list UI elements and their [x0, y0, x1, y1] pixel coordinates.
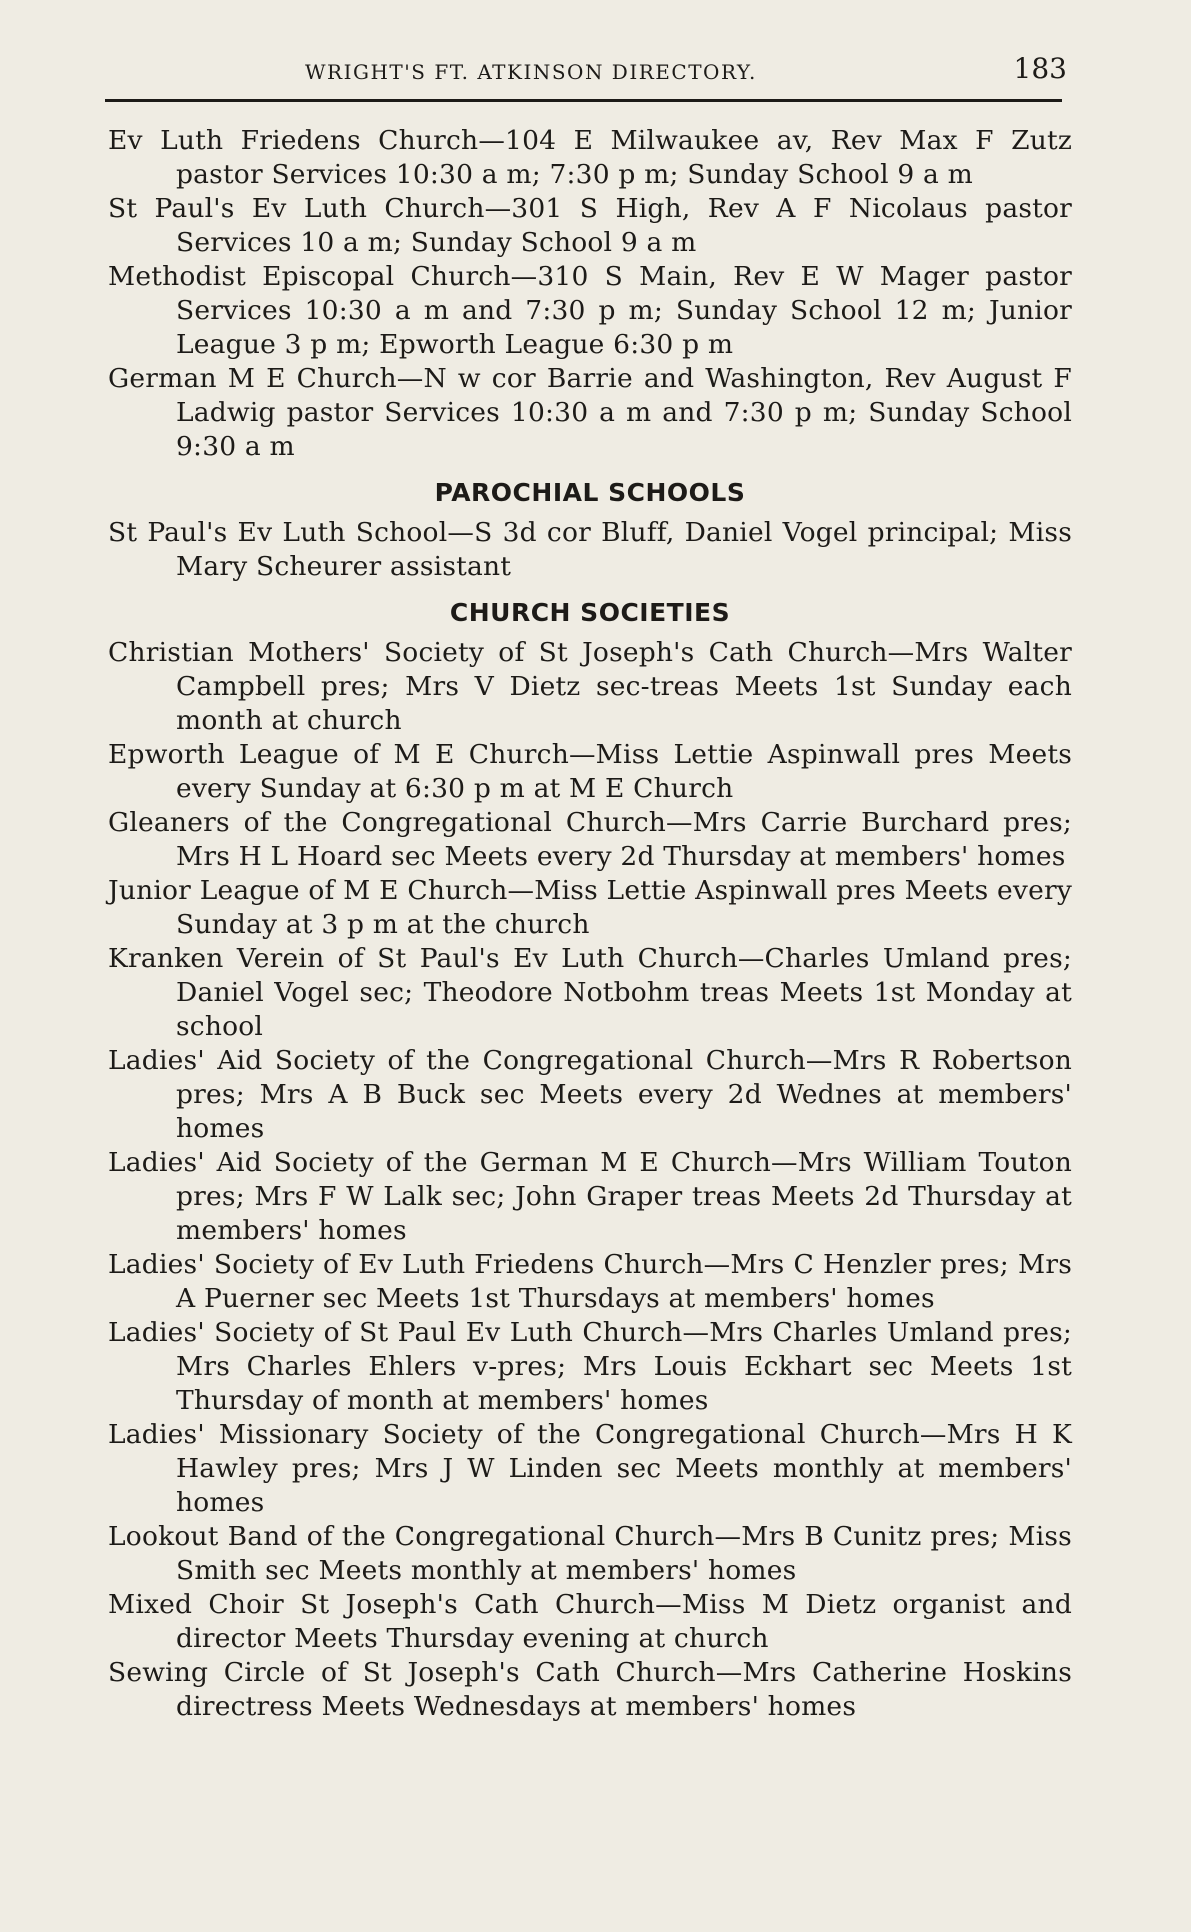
society-entry: Epworth League of M E Church—Miss Lettie Aspinwall pres Meets every Sunday at 6:30 p m at M E Church: [108, 739, 1072, 804]
church-entry: Methodist Episcopal Church—310 S Main, Rev E W Mager pastor Services 10:30 a m and 7:30 p m; Sunday School 12 m; Junior League 3 p m; Epworth League 6:30 p m: [108, 261, 1072, 360]
page-number: 183: [1013, 52, 1067, 85]
society-entry: Ladies' Aid Society of the German M E Church—Mrs William Touton pres; Mrs F W Lalk sec; John Graper treas Meets 2d Thursday at members' homes: [108, 1147, 1072, 1246]
society-entry: Junior League of M E Church—Miss Lettie Aspinwall pres Meets every Sunday at 3 p m at the church: [108, 875, 1072, 940]
section-title-church-societies: CHURCH SOCIETIES: [449, 598, 731, 627]
church-entry: German M E Church—N w cor Barrie and Washington, Rev August F Ladwig pastor Services 10:30 a m and 7:30 p m; Sunday School 9:30 a m: [108, 363, 1072, 462]
society-entry: Mixed Choir St Joseph's Cath Church—Miss M Dietz organist and director Meets Thursday evening at church: [108, 1589, 1072, 1654]
society-entry: Lookout Band of the Congregational Church—Mrs B Cunitz pres; Miss Smith sec Meets monthly at members' homes: [108, 1521, 1072, 1586]
school-entry: St Paul's Ev Luth School—S 3d cor Bluff, Daniel Vogel principal; Miss Mary Scheurer assistant: [108, 517, 1072, 582]
society-entry: Gleaners of the Congregational Church—Mrs Carrie Burchard pres; Mrs H L Hoard sec Meets every 2d Thursday at members' homes: [108, 807, 1072, 872]
section-title-parochial-schools: PAROCHIAL SCHOOLS: [434, 478, 746, 507]
society-entry: Ladies' Society of Ev Luth Friedens Church—Mrs C Henzler pres; Mrs A Puerner sec Meets 1st Thursdays at members' homes: [108, 1249, 1072, 1314]
society-entry: Ladies' Society of St Paul Ev Luth Church—Mrs Charles Umland pres; Mrs Charles Ehlers v-pres; Mrs Louis Eckhart sec Meets 1st Thursday of month at members' homes: [108, 1317, 1072, 1416]
society-entry: Christian Mothers' Society of St Joseph's Cath Church—Mrs Walter Campbell pres; Mrs V Dietz sec-treas Meets 1st Sunday each month at church: [108, 637, 1072, 736]
running-title: WRIGHT'S FT. ATKINSON DIRECTORY.: [305, 60, 757, 84]
society-entry: Sewing Circle of St Joseph's Cath Church—Mrs Catherine Hoskins directress Meets Wednesdays at members' homes: [108, 1657, 1072, 1722]
society-entry: Kranken Verein of St Paul's Ev Luth Church—Charles Umland pres; Daniel Vogel sec; Theodore Notbohm treas Meets 1st Monday at school: [108, 943, 1072, 1042]
header-rule: [105, 99, 1062, 102]
page-header: [105, 52, 1067, 92]
church-entry: St Paul's Ev Luth Church—301 S High, Rev A F Nicolaus pastor Services 10 a m; Sunday School 9 a m: [108, 193, 1072, 258]
church-entry: Ev Luth Friedens Church—104 E Milwaukee av, Rev Max F Zutz pastor Services 10:30 a m; 7:30 p m; Sunday School 9 a m: [108, 125, 1072, 190]
society-entry: Ladies' Missionary Society of the Congregational Church—Mrs H K Hawley pres; Mrs J W Linden sec Meets monthly at members' homes: [108, 1419, 1072, 1518]
society-entry: Ladies' Aid Society of the Congregational Church—Mrs R Robertson pres; Mrs A B Buck sec Meets every 2d Wednes at members' homes: [108, 1045, 1072, 1144]
directory-content: [108, 124, 1072, 1724]
